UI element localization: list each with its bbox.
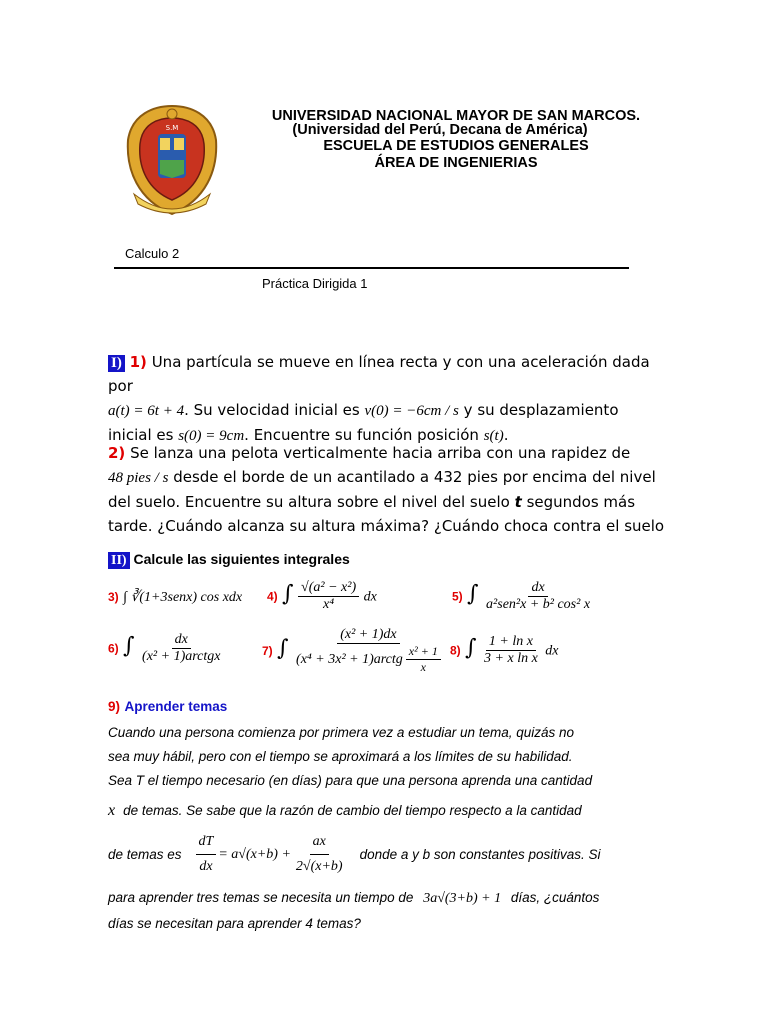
header-divider — [114, 267, 629, 269]
derivative-denominator: dx — [199, 859, 213, 874]
variable-x: x — [108, 802, 116, 819]
problem-1-text: . Encuentre su función posición — [244, 426, 479, 444]
integral-sign: ∫ — [467, 581, 479, 607]
integral-5-denominator: a²sen²x + b² cos² x — [486, 597, 591, 612]
integral-4-dx: dx — [363, 589, 377, 605]
integral-sign: ∫ — [282, 581, 294, 607]
position-initial: s(0) = 9cm — [178, 428, 245, 444]
problem-9-line: días, ¿cuántos — [510, 890, 600, 905]
problem-9-equation-line — [108, 830, 668, 879]
integral-sign: ∫ — [465, 635, 477, 661]
problem-9-body — [108, 721, 660, 823]
university-subtitle: (Universidad del Perú, Decana de América) — [292, 122, 588, 138]
problem-2-text: Se lanza una pelota verticalmente hacia arriba con una rapidez de — [130, 444, 631, 462]
integral-7-inner-denominator: x — [420, 660, 426, 674]
university-name: UNIVERSIDAD NACIONAL MAYOR DE SAN MARCOS. — [271, 108, 641, 124]
problem-9-line: de temas es — [108, 846, 182, 862]
integral-8-dx: dx — [545, 643, 559, 659]
integral-6-numerator: dx — [172, 632, 191, 649]
integral-7-inner-numerator: x² + 1 — [406, 644, 441, 660]
problem-2-text: segundos más — [526, 493, 636, 511]
integral-7-numerator: (x² + 1)dx — [337, 627, 399, 644]
problem-9-question: días se necesitan para aprender 4 temas? — [108, 916, 361, 931]
integral-3 — [108, 588, 242, 606]
integral-5-label: 5) — [452, 589, 463, 604]
problem-2-text: del suelo. Encuentre su altura sobre el nivel del suelo — [108, 493, 510, 511]
problem-9-line: Cuando una persona comienza por primera vez a estudiar un tema, quizás no — [108, 725, 575, 740]
section-2-marker: II) — [108, 552, 130, 569]
equation-denominator: 2√(x+b) — [295, 859, 343, 874]
area-name: ÁREA DE INGENIERIAS — [374, 155, 538, 171]
problem-2-text: tarde. ¿Cuándo alcanza su altura máxima? ¿Cuándo choca contra el suelo — [108, 517, 665, 535]
integral-8-numerator: 1 + ln x — [486, 634, 536, 651]
integral-5 — [452, 580, 593, 613]
problem-1 — [108, 350, 668, 448]
integral-4-numerator: √(a² − x²) — [298, 580, 359, 597]
problem-9-number: 9) — [108, 699, 121, 714]
problem-9-line: donde a y b son constantes positivas. Si — [359, 846, 601, 862]
problem-1-text: . — [503, 426, 509, 444]
problem-9-heading — [108, 698, 227, 716]
university-seal-logo — [120, 100, 224, 220]
integral-sign: ∫ — [123, 633, 135, 659]
course-name: Calculo 2 — [125, 246, 180, 261]
integral-4-denominator: x⁴ — [323, 597, 335, 612]
equation-numerator: ax — [310, 830, 329, 855]
section-1-marker: I) — [108, 355, 125, 372]
integral-3-label: 3) — [108, 590, 119, 604]
problem-1-text: . Su velocidad inicial es — [184, 401, 360, 419]
problem-2-text: desde el borde de un acantilado a 432 pies por encima del nivel — [173, 468, 656, 486]
time-expression: 3a√(3+b) + 1 — [423, 891, 502, 906]
position-function: s(t) — [483, 428, 504, 444]
problem-2 — [108, 441, 668, 538]
integral-4 — [267, 580, 377, 613]
integral-4-label: 4) — [267, 589, 278, 604]
seal-text: S.M — [165, 124, 179, 132]
integral-7-denominator: (x⁴ + 3x² + 1)arctg — [296, 651, 403, 667]
equation-middle: = a√(x+b) + — [218, 846, 291, 862]
problem-1-text: Una partícula se mueve en línea recta y con una aceleración dada por — [108, 353, 650, 395]
derivative-numerator: dT — [196, 830, 217, 855]
accel-formula: a(t) = 6t + 4 — [108, 403, 185, 419]
problem-1-text: inicial es — [108, 426, 174, 444]
problem-1-text: y su desplazamiento — [463, 401, 619, 419]
integral-8 — [450, 634, 558, 667]
problem-9-line: para aprender tres temas se necesita un tiempo de — [108, 890, 414, 905]
problem-9-title: Aprender temas — [124, 699, 228, 714]
time-variable: t — [514, 493, 522, 511]
problem-9-line: de temas. Se sabe que la razón de cambio del tiempo respecto a la cantidad — [123, 803, 582, 818]
problem-1-number: 1) — [129, 353, 147, 371]
section-2-heading — [108, 551, 350, 569]
integral-6 — [108, 632, 223, 665]
integral-3-expression: ∫ ∛(1+3senx) cos xdx — [123, 590, 243, 605]
problem-9-line-6 — [108, 886, 668, 911]
integral-7 — [262, 627, 444, 675]
problem-9-line: sea muy hábil, pero con el tiempo se aproximará a los límites de su habilidad. — [108, 749, 573, 764]
section-2-title: Calcule las siguientes integrales — [133, 551, 350, 567]
problem-2-number: 2) — [108, 444, 126, 462]
integral-6-label: 6) — [108, 641, 119, 656]
integral-sign: ∫ — [277, 636, 289, 662]
school-name: ESCUELA DE ESTUDIOS GENERALES — [323, 138, 589, 154]
problem-9-line: Sea T el tiempo necesario (en días) para que una persona aprenda una cantidad — [108, 773, 593, 788]
integral-8-label: 8) — [450, 643, 461, 658]
practice-title: Práctica Dirigida 1 — [262, 276, 368, 291]
integral-7-label: 7) — [262, 644, 273, 659]
velocity-formula: v(0) = −6cm / s — [364, 403, 459, 419]
integral-5-numerator: dx — [528, 580, 547, 597]
speed-value: 48 pies / s — [108, 470, 169, 486]
integral-6-denominator: (x² + 1)arctgx — [142, 649, 221, 664]
integral-8-denominator: 3 + x ln x — [484, 651, 538, 666]
